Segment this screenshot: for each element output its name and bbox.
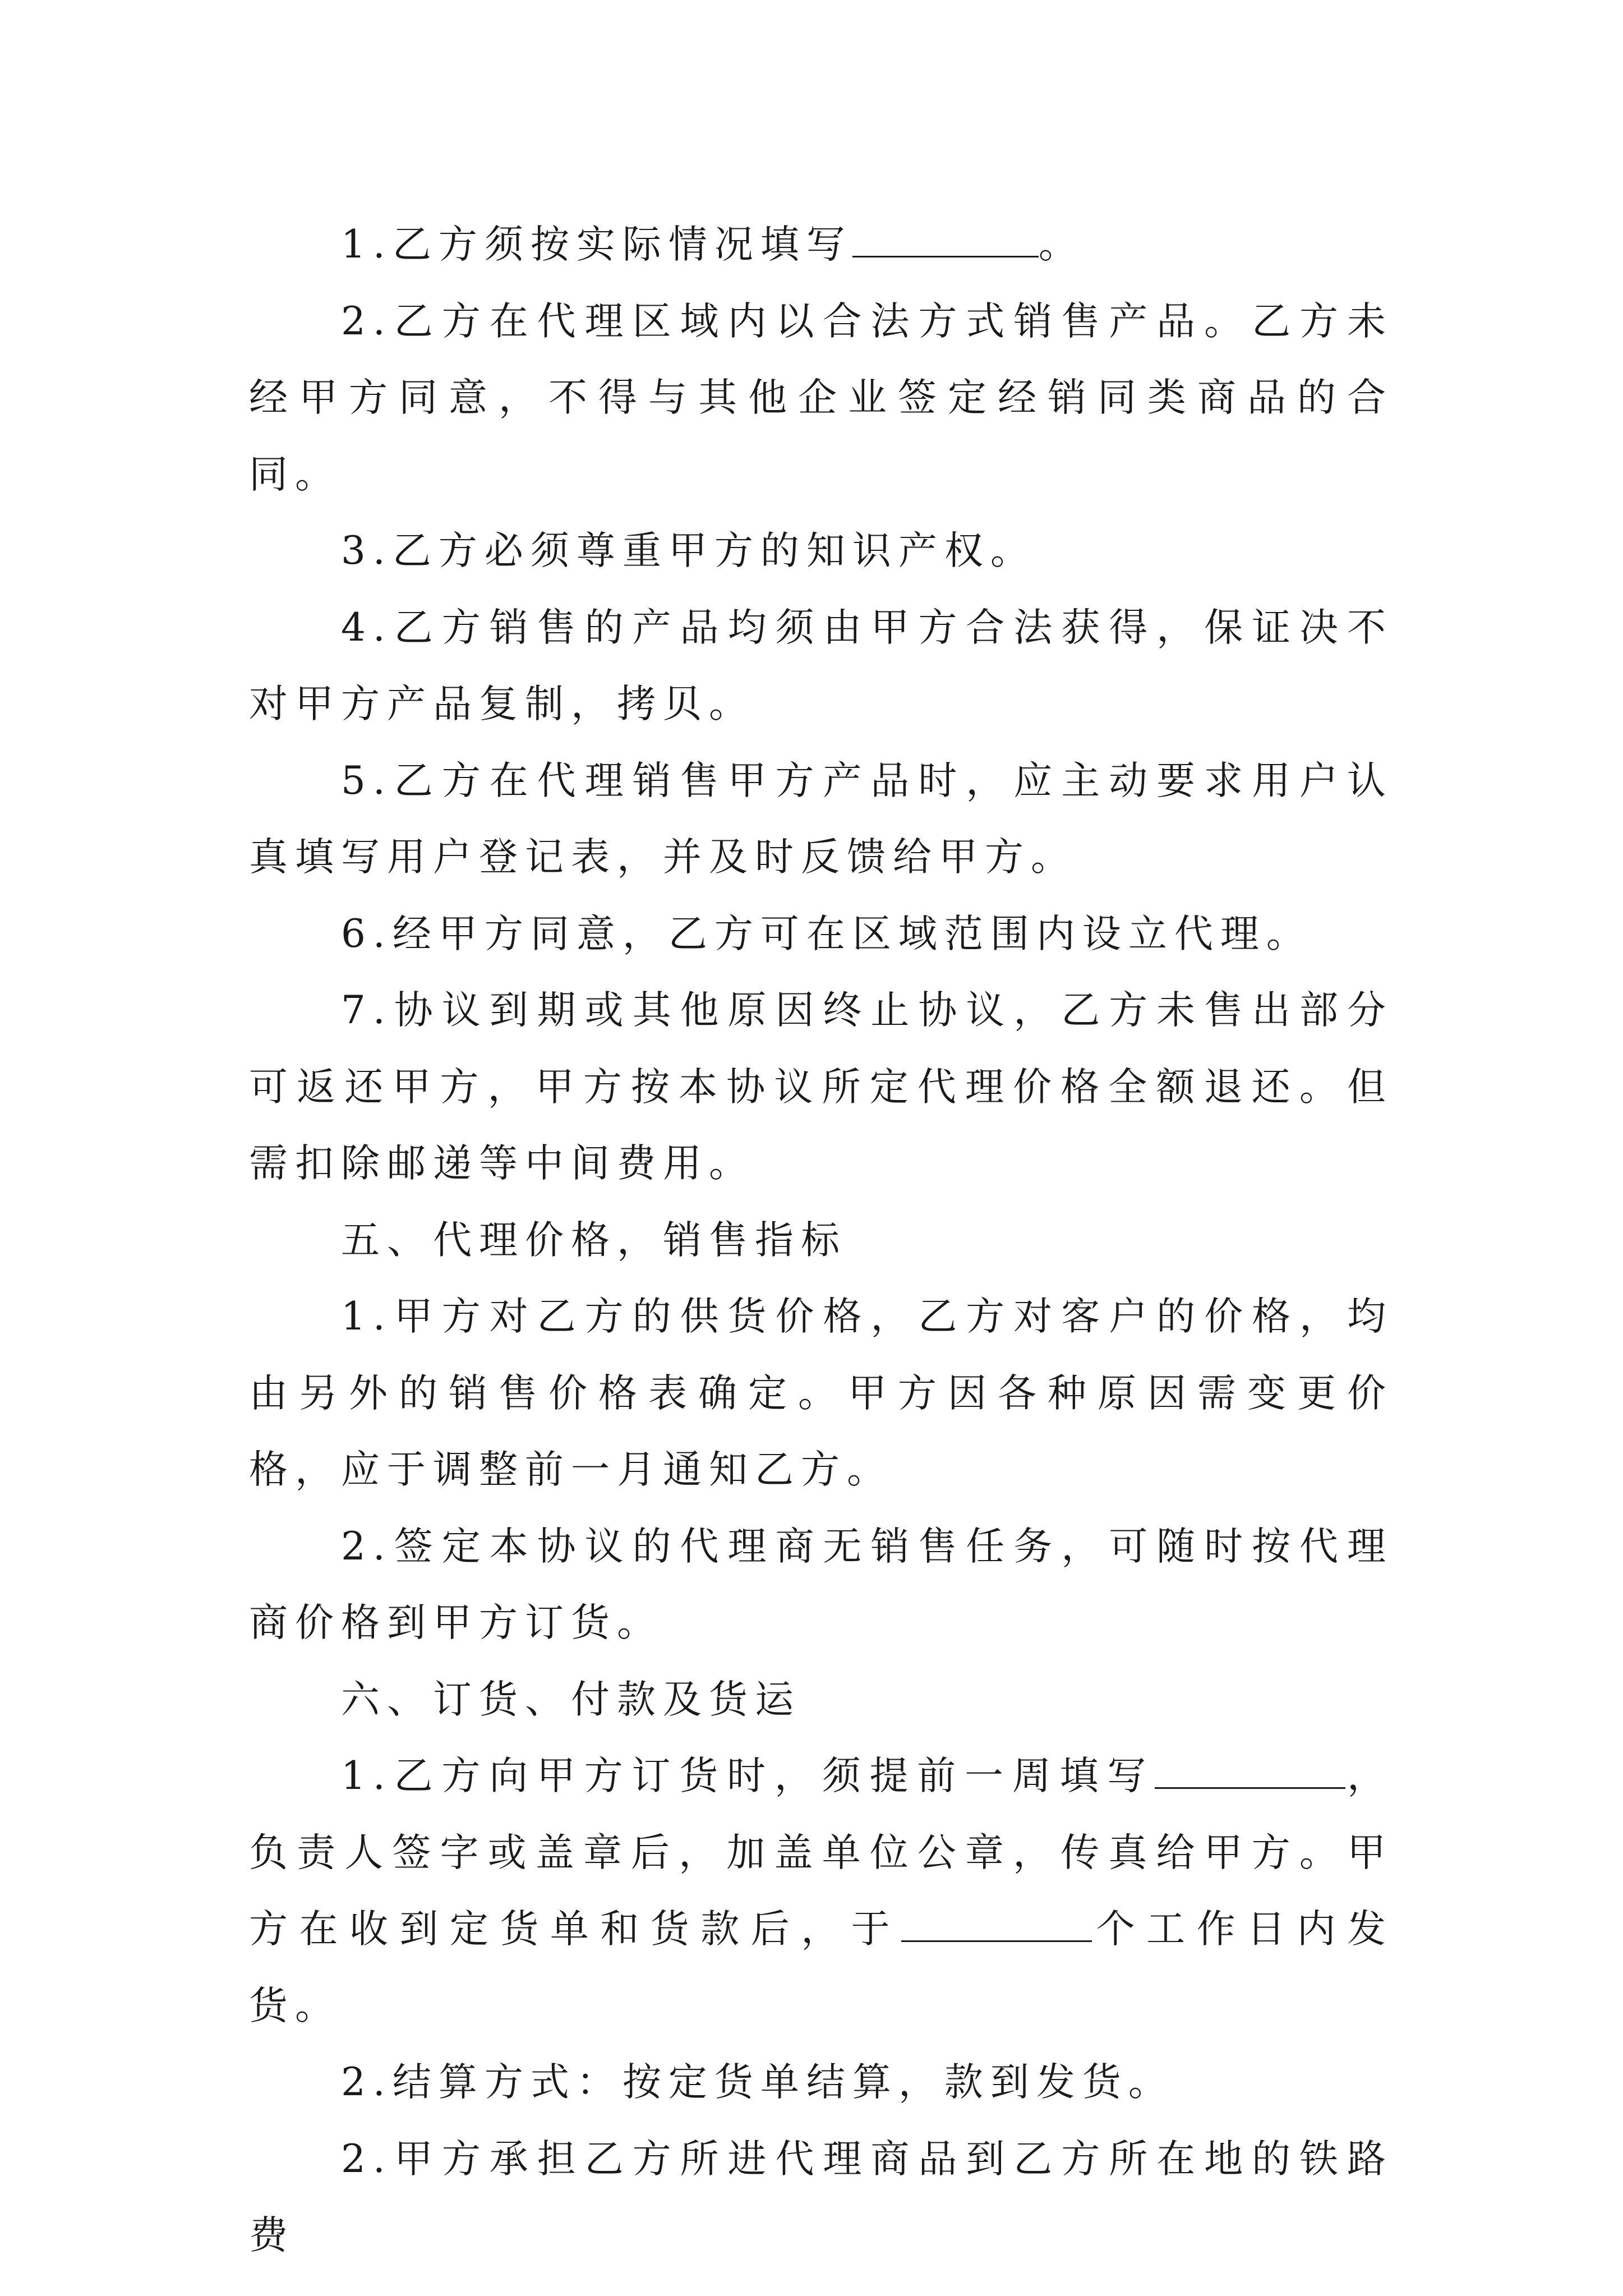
clause-6-3: 2.甲方承担乙方所进代理商品到乙方所在地的铁路费 xyxy=(249,2136,1393,2258)
clause-5-2: 2.签定本协议的代理商无销售任务，可随时按代理商价格到甲方订货。 xyxy=(249,1524,1393,1645)
section-heading-5: 五、代理价格，销售指标 xyxy=(341,1217,847,1263)
fill-in-blank[interactable] xyxy=(1155,1755,1345,1789)
clause-text: 个工作日内发货。 xyxy=(249,1907,1394,2028)
clause-1-1 xyxy=(249,206,1393,283)
section-heading-6: 六、订货、付款及货运 xyxy=(341,1677,801,1722)
clause-1-3: 3.乙方必须尊重甲方的知识产权。 xyxy=(341,528,1036,573)
fill-in-blank[interactable] xyxy=(901,1908,1092,1942)
clause-1-4: 4.乙方销售的产品均须由甲方合法获得，保证决不对甲方产品复制，拷贝。 xyxy=(249,605,1393,726)
clause-text: 1.乙方向甲方订货时，须提前一周填写 xyxy=(341,1754,1155,1798)
clause-6-1 xyxy=(249,1738,1393,2044)
clause-text: 。 xyxy=(1038,222,1085,267)
clause-5-1: 1.甲方对乙方的供货价格，乙方对客户的价格，均由另外的销售价格表确定。甲方因各种原因需变更价格，应于调整前一月通知乙方。 xyxy=(249,1294,1393,1492)
clause-1-6: 6.经甲方同意，乙方可在区域范围内设立代理。 xyxy=(341,911,1312,956)
clause-text: 1.乙方须按实际情况填写 xyxy=(341,222,852,267)
clause-1-5: 5.乙方在代理销售甲方产品时，应主动要求用户认真填写用户登记表，并及时反馈给甲方。 xyxy=(249,758,1393,880)
fill-in-blank[interactable] xyxy=(852,223,1039,257)
clause-1-2: 2.乙方在代理区域内以合法方式销售产品。乙方未经甲方同意，不得与其他企业签定经销同类商品的合同。 xyxy=(249,298,1393,497)
clause-text: ，负责人签字或盖章后，加盖单位公章，传真给甲方。甲方在收到定货单和货款后，于 xyxy=(249,1754,1393,1952)
clause-1-7: 7.协议到期或其他原因终止协议，乙方未售出部分可返还甲方，甲方按本协议所定代理价格全额退还。但需扣除邮递等中间费用。 xyxy=(249,988,1393,1186)
clause-6-2: 2.结算方式：按定货单结算，款到发货。 xyxy=(341,2060,1174,2105)
document-body xyxy=(249,206,1393,2274)
